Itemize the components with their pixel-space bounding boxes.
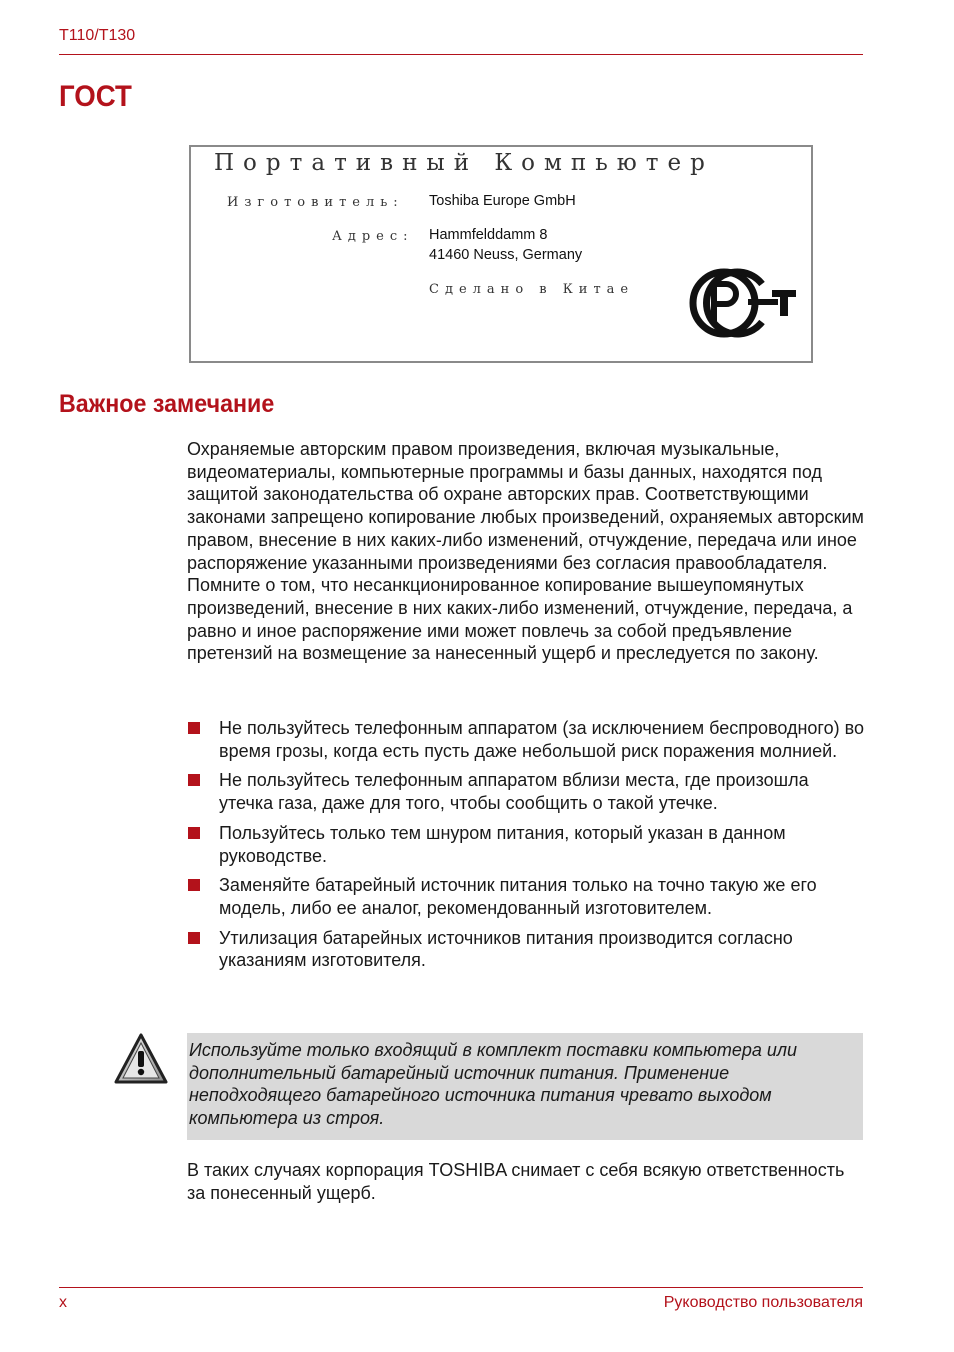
bullet-item <box>187 769 867 814</box>
caution-text: Используйте только входящий в комплект поставки компьютера или дополнительный батарейный источник питания. Применение неподходящего батарейного источника питания чревато выходом компьютера из строя. <box>189 1040 798 1129</box>
bullet-item <box>187 874 867 919</box>
bullet-text: Не пользуйтесь телефонным аппаратом (за исключением беспроводного) во время грозы, когда есть пусть даже небольшой риск поражения молнией. <box>219 718 864 761</box>
section-title-gost: ГОСТ <box>59 80 132 113</box>
bullet-square-icon <box>188 722 200 734</box>
footer-rule <box>59 1287 863 1288</box>
caution-box <box>187 1033 863 1140</box>
bullet-text: Не пользуйтесь телефонным аппаратом вблизи места, где произошла утечка газа, даже для того, чтобы сообщить о такой утечке. <box>219 770 809 814</box>
gost-rst-mark-icon <box>688 264 798 342</box>
header-rule <box>59 54 863 55</box>
bullet-item <box>187 927 867 972</box>
address-line-1: Hammfelddamm 8 <box>429 227 548 243</box>
bullet-text: Пользуйтесь только тем шнуром питания, который указан в данном руководстве. <box>219 822 786 866</box>
bullet-square-icon <box>188 879 200 891</box>
section-title-important-notice: Важное замечание <box>59 390 275 418</box>
safety-bullet-list <box>187 717 867 972</box>
caution-triangle-icon <box>113 1032 169 1086</box>
copyright-paragraph: Охраняемые авторским правом произведения, включая музыкальные, видеоматериалы, компьютерные программы и базы данных, находятся под защитой законодательства об охране авторских прав. Соответствующими законами запрещено копирование любых произведений, охраняемых авторским правом, внесение в них каких-либо изменений, отчуждение, передача или иное распоряжение указанными произведениями без согласия правообладателя. Помните о том, что несанкционированное копирование вышеупомянутых произведений, внесение в них каких-либо изменений, отчуждение, передача, а равно и иное распоряжение ими может повлечь за собой предъявление претензий на возмещение за нанесенный ущерб и преследуется по закону. <box>187 439 864 664</box>
footer-page-number: x <box>59 1294 67 1311</box>
manufacturer-label: Изготовитель: <box>227 195 404 210</box>
bullet-square-icon <box>188 932 200 944</box>
address-line-2: 41460 Neuss, Germany <box>429 247 583 263</box>
bullet-square-icon <box>188 774 200 786</box>
address-label: Адрес: <box>332 229 414 244</box>
bullet-item <box>187 717 867 762</box>
closing-paragraph: В таких случаях корпорация TOSHIBA снимает с себя всякую ответственность за понесенный ущерб. <box>187 1160 845 1203</box>
gost-label-box <box>189 145 813 363</box>
bullet-item <box>187 822 867 867</box>
footer-guide-title: Руководство пользователя <box>663 1294 863 1311</box>
made-in-china: Сделано в Китае <box>429 282 635 297</box>
header-model: T110/T130 <box>59 27 136 44</box>
bullet-text: Заменяйте батарейный источник питания только на точно такую же его модель, либо ее аналог, рекомендованный изготовителем. <box>219 875 817 918</box>
bullet-square-icon <box>188 827 200 839</box>
bullet-text: Утилизация батарейных источников питания производится согласно указаниям изготовителя. <box>219 927 793 971</box>
manufacturer-value: Toshiba Europe GmbH <box>429 193 576 209</box>
label-title: Портативный Компьютер <box>214 150 714 176</box>
